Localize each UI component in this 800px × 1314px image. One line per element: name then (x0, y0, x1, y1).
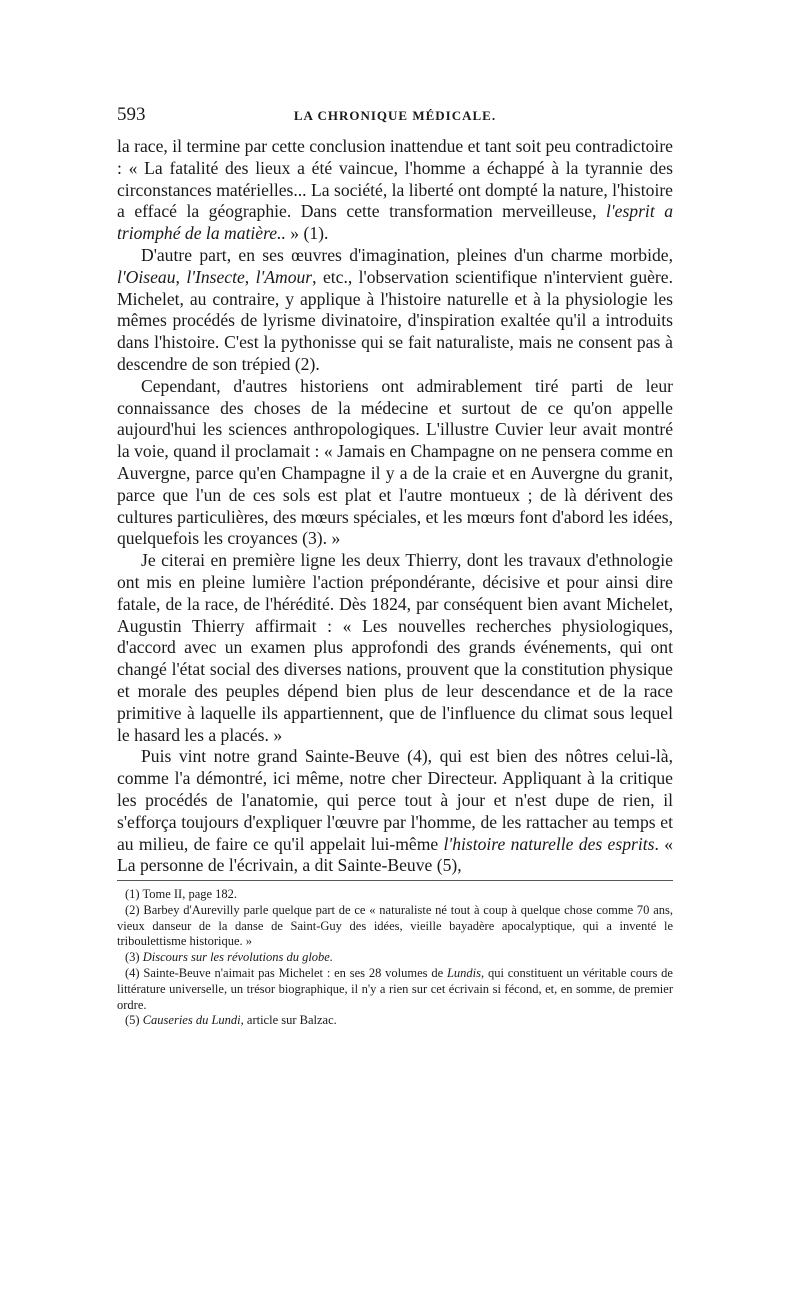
text-run: la race, il termine par cette conclusion inattendue et tant soit peu contradictoire : « La fatalité des lieux a été vaincue, l'homme a échappé à la tyrannie des circonstances matérielles... La société, la liberté ont dompté la nature, l'histoire a effacé la géographie. Dans cette transformation merveilleuse, (117, 136, 673, 222)
italic-text: l'Insecte (186, 266, 245, 287)
footnote (117, 950, 673, 966)
paragraph (117, 376, 673, 550)
footnotes (117, 887, 673, 1029)
text-run: , (244, 266, 256, 287)
footnote (117, 966, 673, 1013)
text-run: , article sur Balzac. (240, 1013, 337, 1028)
paragraph (117, 746, 673, 877)
paragraph (117, 136, 673, 245)
text-run: Puis vint notre grand Sainte-Beuve (4), qui est bien des nôtres celui-là, comme l'a démontré, ici même, notre cher Directeur. Appliquant à la critique les procédés de l'anatomie, qui perce tout à jour et n'est dupe de rien, il s'efforça toujours d'expliquer l'œuvre par l'homme, de les rattacher au temps et au milieu, de faire ce qu'il appelait lui-même (117, 746, 673, 854)
text-run: (4) Sainte-Beuve n'aimait pas Michelet : en ses 28 volumes de (125, 966, 447, 981)
italic-text: Discours sur les révolutions du globe. (142, 950, 333, 965)
text-run: . « La personne de l'écrivain, a dit Sainte-Beuve (5), (117, 833, 673, 876)
footnote-divider (117, 880, 673, 881)
italic-text: l'Oiseau (117, 266, 176, 287)
page-number: 593 (117, 104, 146, 125)
italic-text: Causeries du Lundi (142, 1013, 241, 1028)
paragraph (117, 245, 673, 376)
footnote (117, 1013, 673, 1029)
text-run: » (1). (285, 223, 329, 244)
text-run: , qui constituent un véritable cours de littérature universelle, un trésor biographique, il n'y a rien sur cet écrivain si fécond, et, en somme, de premier ordre. (117, 966, 673, 1012)
text-run: (2) Barbey d'Aurevilly parle quelque part de ce « naturaliste né tout à coup à quelque chose comme 70 ans, vieux danseur de la danse de Saint-Guy des idées, vieille bayadère apocalyptique, qui a inventé le triboulettisme historique. » (117, 902, 673, 949)
italic-text: l'histoire naturelle des esprits (443, 833, 655, 854)
book-page (117, 104, 673, 1029)
text-run: D'autre part, en ses œuvres d'imagination, pleines d'un charme morbide, (141, 244, 673, 265)
running-title: LA CHRONIQUE MÉDICALE. (293, 108, 497, 123)
text-run: , etc., l'observation scientifique n'intervient guère. Michelet, au contraire, y applique à l'histoire naturelle et à la physiologie les mêmes procédés de lyrisme divinatoire, d'inspiration exaltée qu'il a introduits dans l'histoire. C'est la pythonisse qui se fait naturaliste, mais ne consent pas à descendre de son trépied (2). (117, 266, 673, 374)
footnote (117, 887, 673, 903)
text-run: (5) (125, 1013, 143, 1028)
text-run: , (175, 266, 187, 287)
footnote (117, 903, 673, 950)
italic-text: l'esprit a triomphé de la matière.. (117, 201, 674, 244)
text-run: Je citerai en première ligne les deux Thierry, dont les travaux d'ethnologie ont mis en pleine lumière l'action prépondérante, décisive et pour ainsi dire fatale, de la race, de l'hérédité. Dès 1824, par conséquent bien avant Michelet, Augustin Thierry affirmait : « Les nouvelles recherches physiologiques, d'accord avec un examen plus approfondi des grands événements, qui ont changé l'état social des diverses nations, prouvent que la constitution physique et morale des peuples dépend bien plus de leur descendance et de la race primitive à laquelle ils appartiennent, que de l'influence du climat sous lequel le hasard les a placés. » (117, 550, 673, 745)
body-text (117, 136, 673, 877)
text-run: Cependant, d'autres historiens ont admirablement tiré parti de leur connaissance des choses de la médecine et surtout de ce qu'on appelle aujourd'hui les sciences anthropologiques. L'illustre Cuvier leur avait montré la voie, quand il proclamait : « Jamais en Champagne on ne pensera comme en Auvergne, parce qu'en Champagne il y a de la craie et en Auvergne du granit, parce que l'un de ces sols est plat et l'autre montueux ; de là dérivent des cultures particulières, des mœurs spéciales, et les mœurs font d'abord les idées, quelquefois les croyances (3). » (117, 375, 673, 549)
text-run: (3) (125, 950, 143, 965)
paragraph (117, 550, 673, 746)
page-header (117, 104, 673, 132)
italic-text: Lundis (446, 966, 482, 981)
italic-text: l'Amour (255, 266, 313, 287)
text-run: (1) Tome II, page 182. (125, 887, 238, 902)
